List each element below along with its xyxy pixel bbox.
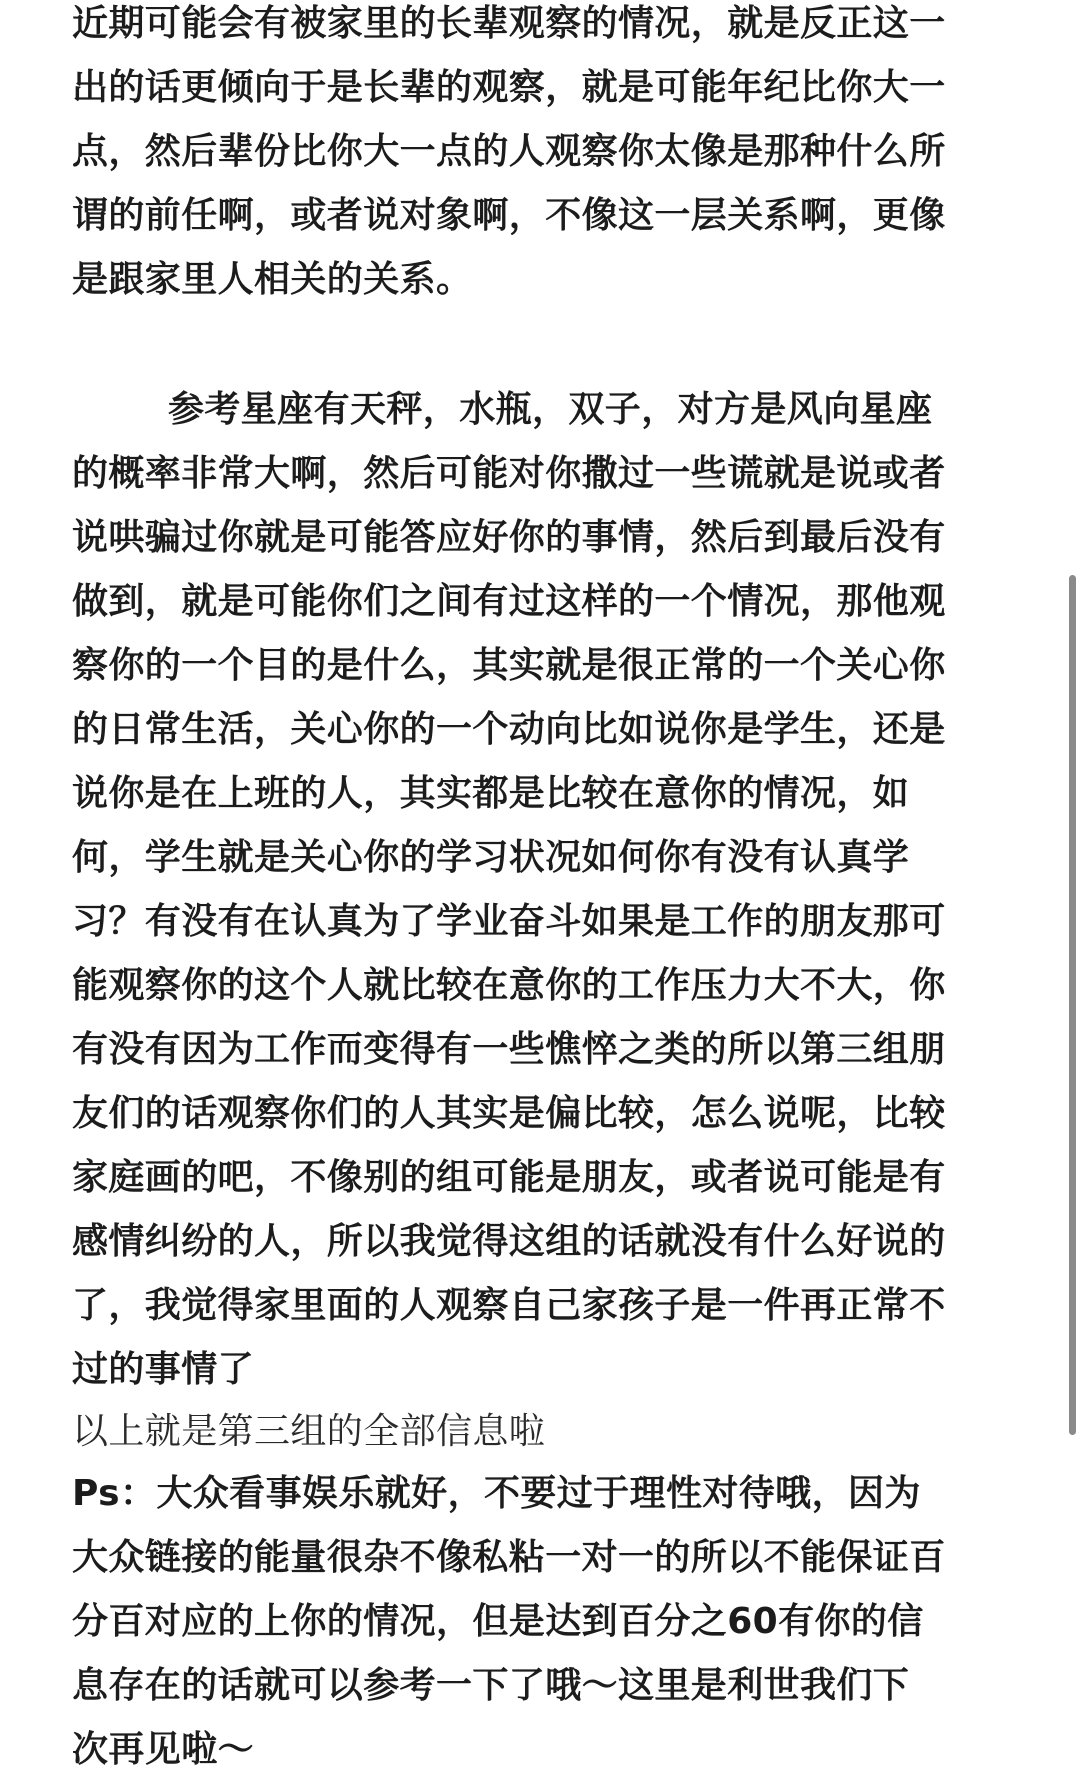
text-line: 近期可能会有被家里的长辈观察的情况，就是反正这一 <box>72 3 946 44</box>
text-line: 说你是在上班的人，其实都是比较在意你的情况，如 <box>72 773 910 814</box>
text-line: Ps：大众看事娱乐就好，不要过于理性对待哦，因为 <box>72 1473 921 1514</box>
scrollbar-thumb[interactable] <box>1069 575 1076 1435</box>
text-line: 的日常生活，关心你的一个动向比如说你是学生，还是 <box>72 709 946 750</box>
text-line: 点，然后辈份比你大一点的人观察你太像是那种什么所 <box>72 131 946 172</box>
text-line: 家庭画的吧，不像别的组可能是朋友，或者说可能是有 <box>72 1157 946 1198</box>
text-line: 次再见啦～ <box>72 1729 255 1770</box>
vertical-scrollbar[interactable] <box>1058 0 1080 1774</box>
paragraph-gap <box>72 312 987 378</box>
text-line: 何，学生就是关心你的学习状况如何你有没有认真学 <box>72 837 910 878</box>
text-line: 参考星座有天秤，水瓶，双子，对方是风向星座 <box>168 389 933 430</box>
text-line: 分百对应的上你的情况，但是达到百分之60有你的信 <box>72 1601 924 1642</box>
paragraph-2 <box>72 378 987 1402</box>
text-line: 息存在的话就可以参考一下了哦～这里是利世我们下 <box>72 1665 910 1706</box>
text-line: 的概率非常大啊，然后可能对你撒过一些谎就是说或者 <box>72 453 946 494</box>
text-line: 了，我觉得家里面的人观察自己家孩子是一件再正常不 <box>72 1285 946 1326</box>
text-line: 做到，就是可能你们之间有过这样的一个情况，那他观 <box>72 581 946 622</box>
text-line: 有没有因为工作而变得有一些憔悴之类的所以第三组朋 <box>72 1029 946 1070</box>
text-line: 感情纠纷的人，所以我觉得这组的话就没有什么好说的 <box>72 1221 946 1262</box>
text-line: 过的事情了 <box>72 1349 255 1390</box>
text-line: 友们的话观察你们的人其实是偏比较，怎么说呢，比较 <box>72 1093 946 1134</box>
summary-line: 以上就是第三组的全部信息啦 <box>72 1411 546 1452</box>
text-line: 谓的前任啊，或者说对象啊，不像这一层关系啊，更像 <box>72 195 946 236</box>
text-line: 察你的一个目的是什么，其实就是很正常的一个关心你 <box>72 645 946 686</box>
paragraph-1 <box>72 0 987 312</box>
text-line: 习？有没有在认真为了学业奋斗如果是工作的朋友那可 <box>72 901 946 942</box>
text-line: 是跟家里人相关的关系。 <box>72 259 473 300</box>
text-line: 说哄骗过你就是可能答应好你的事情，然后到最后没有 <box>72 517 946 558</box>
text-line: 出的话更倾向于是长辈的观察，就是可能年纪比你大一 <box>72 67 946 108</box>
article-body <box>72 0 987 1782</box>
text-line: 能观察你的这个人就比较在意你的工作压力大不大，你 <box>72 965 946 1006</box>
ps-note <box>72 1462 987 1782</box>
text-line: 大众链接的能量很杂不像私粘一对一的所以不能保证百 <box>72 1537 946 1578</box>
